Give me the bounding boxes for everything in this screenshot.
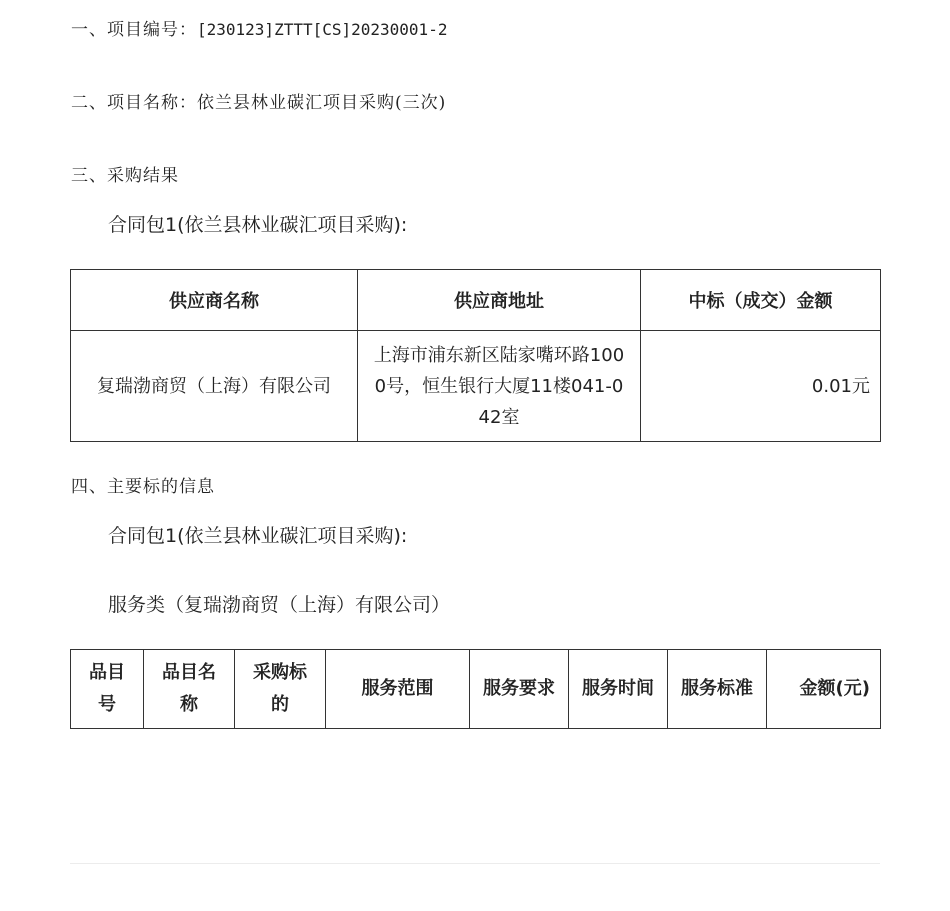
header-procurement-subject: 采购标 的	[235, 650, 326, 729]
service-category: 服务类（复瑞渤商贸（上海）有限公司）	[108, 594, 451, 616]
project-number	[71, 15, 447, 40]
section-procurement-result: 三、采购结果	[71, 166, 179, 186]
header-supplier-name: 供应商名称	[71, 270, 358, 331]
section-main-items: 四、主要标的信息	[71, 477, 215, 497]
header-service-requirements: 服务要求	[470, 650, 569, 729]
header-service-standard: 服务标准	[668, 650, 767, 729]
project-number-value: [230123]ZTTT[CS]20230001-2	[197, 20, 448, 39]
header-item-number: 品目 号	[71, 650, 144, 729]
supplier-address: 上海市浦东新区陆家嘴环路100 0号，恒生银行大厦11楼041-0 42室	[358, 331, 641, 442]
header-amount: 金额(元)	[767, 650, 881, 729]
header-service-time: 服务时间	[569, 650, 668, 729]
table-header-row	[71, 270, 881, 331]
project-name: 二、项目名称：依兰县林业碳汇项目采购(三次)	[71, 93, 447, 113]
table-row	[71, 331, 881, 442]
main-items-table	[70, 649, 881, 729]
procurement-result-table	[70, 269, 881, 442]
package-heading-items: 合同包1(依兰县林业碳汇项目采购):	[108, 525, 408, 547]
package-heading-result: 合同包1(依兰县林业碳汇项目采购):	[108, 214, 408, 236]
table-header-row	[71, 650, 881, 729]
divider	[70, 863, 880, 864]
header-service-scope: 服务范围	[326, 650, 470, 729]
header-item-name: 品目名 称	[144, 650, 235, 729]
supplier-name: 复瑞渤商贸（上海）有限公司	[71, 331, 358, 442]
award-amount: 0.01元	[641, 331, 881, 442]
project-number-label: 一、项目编号：	[71, 20, 197, 40]
header-award-amount: 中标（成交）金额	[641, 270, 881, 331]
header-supplier-address: 供应商地址	[358, 270, 641, 331]
